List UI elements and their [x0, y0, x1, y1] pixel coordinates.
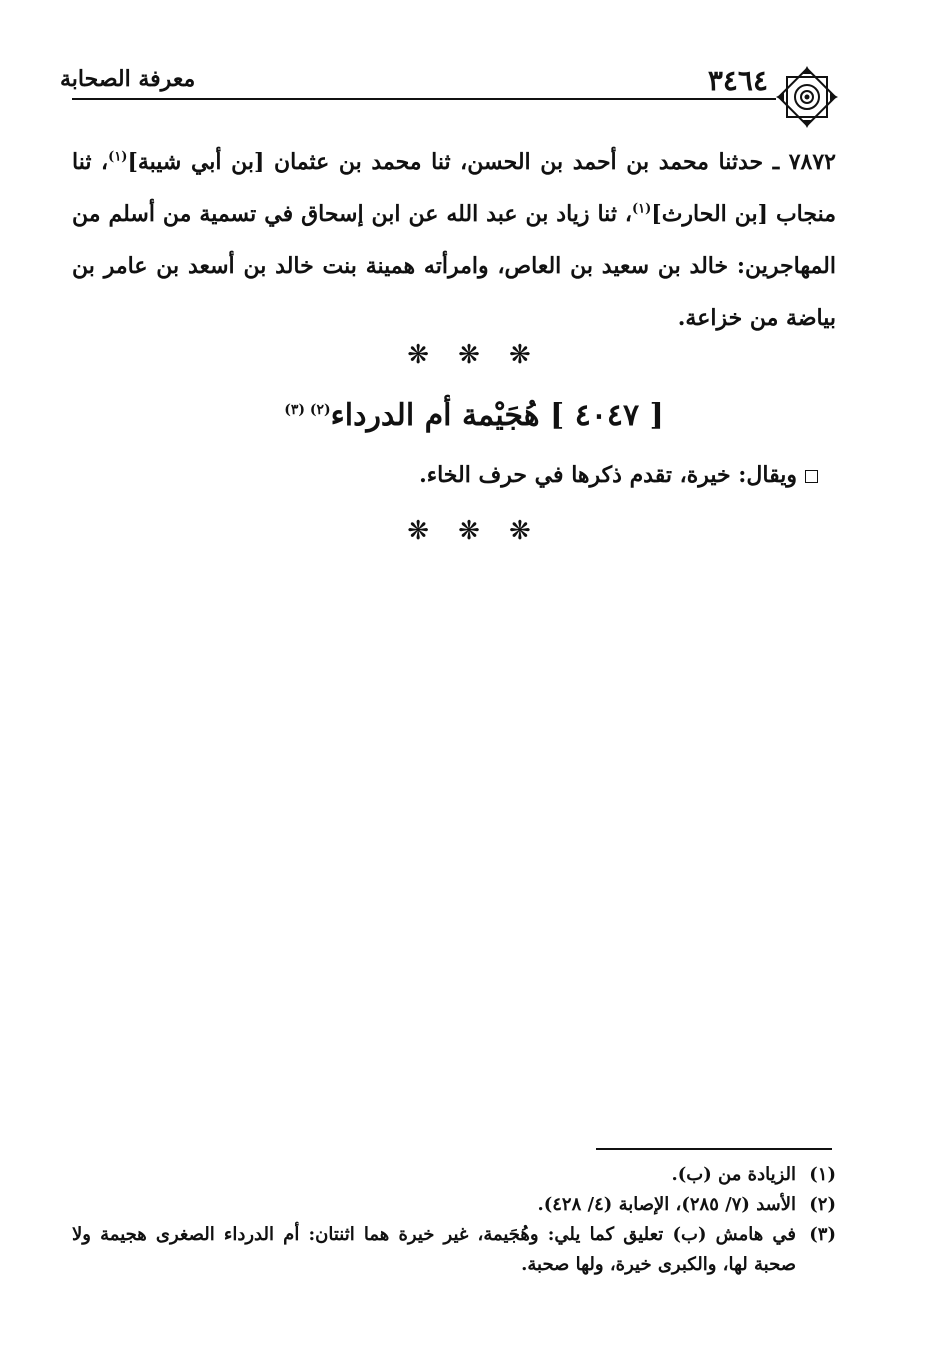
footnote-text: الأسد (٧/ ٢٨٥)، الإصابة (٤/ ٤٢٨). — [537, 1194, 796, 1215]
footnote-number: (١) — [809, 1164, 836, 1185]
page-number: ٣٤٦٤ — [707, 64, 768, 97]
separator-stars-bottom: ❋ ❋ ❋ — [407, 516, 541, 546]
hadith-text-part-3: ، ثنا زياد بن عبد الله عن ابن إسحاق في تسمية من أسلم من المهاجرين: خالد بن سعيد بن العاص، وامرأته همينة بنت خالد بن أسعد بن عامر بن بياضة من خزاعة. — [72, 201, 836, 331]
ornament-icon — [774, 64, 840, 130]
separator-stars-top: ❋ ❋ ❋ — [407, 340, 541, 370]
footnotes — [72, 1160, 836, 1280]
footnote-number: (٣) — [809, 1224, 836, 1245]
hadith-text-part-1: ٧٨٧٢ ـ حدثنا محمد بن أحمد بن الحسن، ثنا محمد بن عثمان [بن أبي شيبة] — [127, 149, 836, 175]
book-title: معرفة الصحابة — [60, 66, 196, 92]
entry-heading — [0, 398, 948, 433]
footnote-text: الزيادة من (ب). — [671, 1164, 796, 1185]
entry-note — [200, 462, 818, 488]
footnote-number: (٢) — [809, 1194, 836, 1215]
hadith-paragraph — [72, 136, 836, 344]
footnote-ref-1: (١) — [108, 149, 128, 165]
entry-title: [ ٤٠٤٧ ] هُجَيْمة أم الدرداء — [330, 398, 664, 433]
footnote-rule — [596, 1148, 832, 1150]
footnote-item — [72, 1160, 836, 1190]
footnote-item — [72, 1220, 836, 1280]
entry-note-text: ويقال: خيرة، تقدم ذكرها في حرف الخاء. — [419, 462, 797, 488]
square-bullet-icon — [805, 470, 818, 483]
header-rule — [72, 98, 776, 100]
hadith-text-part-2: ، ثنا منجاب [بن الحارث] — [72, 149, 836, 227]
footnote-text: في هامش (ب) تعليق كما يلي: وهُجَيمة، غير خيرة هما اثنتان: أم الدرداء الصغرى هجيمة ولا صحبة لها، والكبرى خيرة، ولها صحبة. — [72, 1224, 796, 1275]
footnote-ref-1-second: (١) — [632, 201, 652, 217]
footnote-item — [72, 1190, 836, 1220]
entry-footnote-refs: (٢) (٣) — [284, 402, 331, 418]
